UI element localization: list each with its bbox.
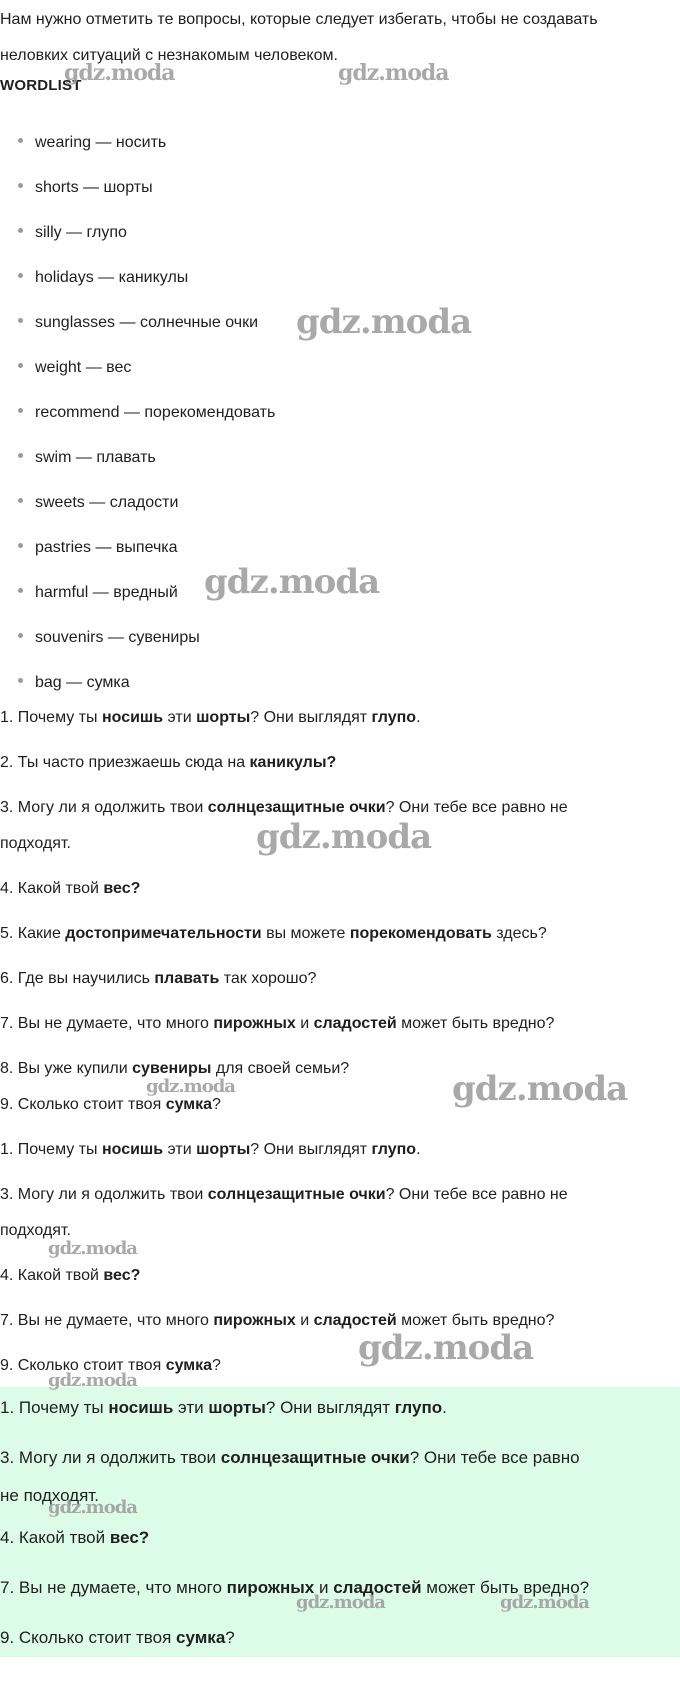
list-item: holidays — каникулы — [18, 266, 188, 290]
list-item: sunglasses — солнечные очки — [18, 311, 258, 335]
watermark: gdz.moda — [64, 60, 175, 86]
question-4: 4. Какой твой вес? — [0, 880, 141, 897]
list-item: pastries — выпечка — [18, 536, 178, 560]
list-item: bag — сумка — [18, 671, 130, 695]
question-9: 9. Сколько стоит твоя сумка? — [0, 1096, 221, 1113]
bullet-icon — [18, 408, 23, 413]
watermark: gdz.moda — [146, 1076, 235, 1097]
question-5: 5. Какие достопримечательности вы можете порекомендовать здесь? — [0, 925, 547, 942]
watermark: gdz.moda — [256, 817, 432, 857]
list-item: shorts — шорты — [18, 176, 153, 200]
watermark: gdz.moda — [500, 1592, 589, 1613]
bullet-icon — [18, 228, 23, 233]
selected-question-4: 4. Какой твой вес? — [0, 1267, 141, 1284]
bullet-icon — [18, 543, 23, 548]
bullet-icon — [18, 678, 23, 683]
bullet-icon — [18, 588, 23, 593]
watermark: gdz.moda — [48, 1370, 137, 1391]
list-item: harmful — вредный — [18, 581, 178, 605]
bullet-icon — [18, 453, 23, 458]
bullet-icon — [18, 498, 23, 503]
list-item: silly — глупо — [18, 221, 127, 245]
selected-question-1: 1. Почему ты носишь эти шорты? Они выглядят глупо. — [0, 1141, 421, 1158]
watermark: gdz.moda — [296, 302, 472, 342]
wordlist-title: WORDLIST — [0, 77, 82, 94]
question-1: 1. Почему ты носишь эти шорты? Они выглядят глупо. — [0, 709, 421, 726]
bullet-icon — [18, 183, 23, 188]
question-2: 2. Ты часто приезжаешь сюда на каникулы? — [0, 754, 337, 771]
watermark: gdz.moda — [452, 1069, 628, 1109]
selected-question-7: 7. Вы не думаете, что много пирожных и сладостей может быть вредно? — [0, 1312, 555, 1329]
list-item: wearing — носить — [18, 131, 166, 155]
bullet-icon — [18, 318, 23, 323]
watermark: gdz.moda — [48, 1497, 137, 1518]
answer-question-3-cont: не подходят. — [0, 1486, 99, 1505]
watermark: gdz.moda — [296, 1592, 385, 1613]
answer-question-4: 4. Какой твой вес? — [0, 1528, 150, 1547]
bullet-icon — [18, 633, 23, 638]
question-8: 8. Вы уже купили сувениры для своей семьи? — [0, 1060, 350, 1077]
intro-paragraph: Нам нужно отметить те вопросы, которые следует избегать, чтобы не создавать неловких ситуаций с незнакомым человеком. — [0, 11, 598, 64]
selected-question-9: 9. Сколько стоит твоя сумка? — [0, 1357, 221, 1374]
answer-question-7: 7. Вы не думаете, что много пирожных и сладостей может быть вредно? — [0, 1578, 590, 1597]
selected-question-3-cont: подходят. — [0, 1222, 71, 1239]
list-item: sweets — сладости — [18, 491, 178, 515]
answer-question-3: 3. Могу ли я одолжить твои солнцезащитные очки? Они тебе все равно — [0, 1448, 580, 1467]
question-6: 6. Где вы научились плавать так хорошо? — [0, 970, 317, 987]
list-item: weight — вес — [18, 356, 131, 380]
bullet-icon — [18, 363, 23, 368]
list-item: recommend — порекомендовать — [18, 401, 275, 425]
bullet-icon — [18, 138, 23, 143]
answer-question-1: 1. Почему ты носишь эти шорты? Они выглядят глупо. — [0, 1398, 447, 1417]
list-item: souvenirs — сувениры — [18, 626, 200, 650]
question-3: 3. Могу ли я одолжить твои солнцезащитные очки? Они тебе все равно не — [0, 799, 568, 816]
watermark: gdz.moda — [338, 60, 449, 86]
question-7: 7. Вы не думаете, что много пирожных и сладостей может быть вредно? — [0, 1015, 555, 1032]
watermark: gdz.moda — [48, 1238, 137, 1259]
question-3-cont: подходят. — [0, 835, 71, 852]
watermark: gdz.moda — [204, 562, 380, 602]
answer-question-9: 9. Сколько стоит твоя сумка? — [0, 1628, 235, 1647]
watermark: gdz.moda — [358, 1328, 534, 1368]
list-item: swim — плавать — [18, 446, 156, 470]
bullet-icon — [18, 273, 23, 278]
selected-question-3: 3. Могу ли я одолжить твои солнцезащитные очки? Они тебе все равно не — [0, 1186, 568, 1203]
